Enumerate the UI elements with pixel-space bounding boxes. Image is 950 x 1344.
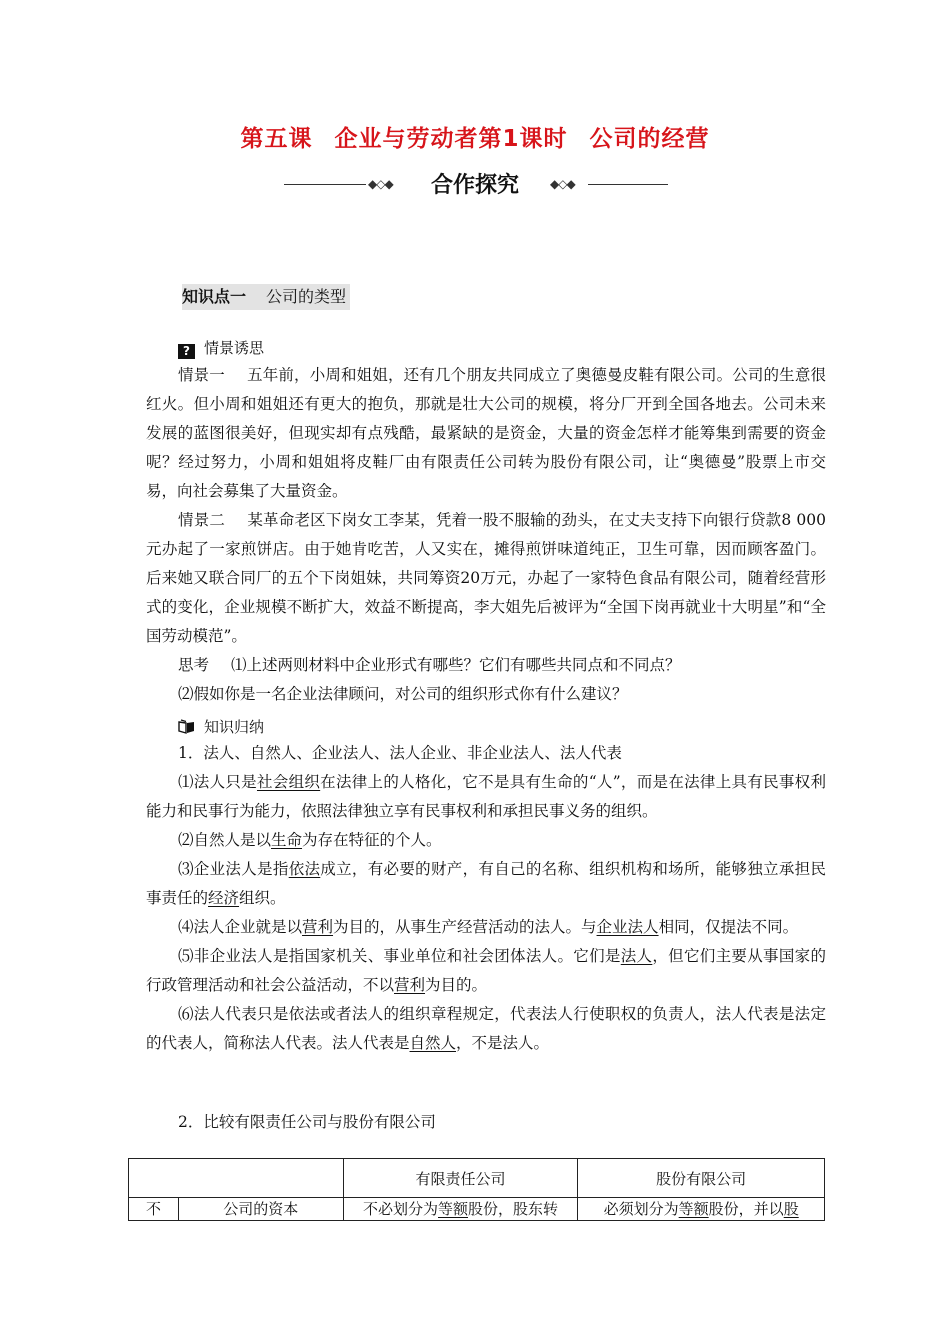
diamond-ornament-icon: ◆◇◆ — [368, 177, 393, 191]
underlined-answer: 营利 — [394, 976, 426, 994]
banner-title: 合作探究 — [430, 173, 519, 198]
underlined-answer: 等额 — [438, 1200, 469, 1218]
summary-heading: 知识归纳 — [178, 717, 264, 737]
underlined-answer: 股 — [783, 1200, 799, 1218]
summary-point-1: ⑴法人只是社会组织在法律上的人格化，它不是具有生命的“人”，而是在法律上具有民事权利能力和民事行为能力，依照法律独立享有民事权利和承担民事义务的组织。 — [146, 773, 826, 820]
comparison-table — [128, 1158, 825, 1221]
banner-right-line — [588, 184, 668, 185]
page-title: 第五课 企业与劳动者第1课时 公司的经营 — [240, 126, 710, 152]
table-cell-llc: 不必划分为等额股份，股东转 — [343, 1198, 578, 1221]
summary-text — [146, 739, 826, 1058]
summary-item-2-title: 2．比较有限责任公司与股份有限公司 — [178, 1113, 436, 1131]
underlined-answer: 社会组织 — [256, 773, 321, 791]
summary-point-2: ⑵自然人是以生命为存在特征的个人。 — [178, 831, 442, 849]
diamond-ornament-icon: ◆◇◆ — [550, 177, 575, 191]
section-banner — [0, 168, 950, 200]
summary-item-1-title: 1．法人、自然人、企业法人、法人企业、非企业法人、法人代表 — [178, 744, 622, 762]
table-row — [129, 1198, 825, 1221]
table-header-row — [129, 1159, 825, 1198]
scenario-2: 情景二 某革命老区下岗女工李某，凭着一股不服输的劲头，在丈夫支持下向银行贷款8 000元办起了一家煎饼店。由于她肯吃苦，人又实在，摊得煎饼味道纯正，卫生可靠，因而顾客盈门。后来她又联合同厂的五个下岗姐妹，共同筹资20万元，办起了一家特色食品有限公司，随着经营形式的变化，企业规模不断扩大，效益不断提高，李大姐先后被评为“全国下岗再就业十大明星”和“全国劳动模范”。 — [146, 511, 826, 645]
table-corner-cell — [129, 1159, 344, 1198]
underlined-answer: 经济 — [208, 889, 240, 907]
scenario-1: 情景一 五年前，小周和姐姐，还有几个朋友共同成立了奥德曼皮鞋有限公司。公司的生意很红火。但小周和姐姐还有更大的抱负，那就是壮大公司的规模，将分厂开到全国各地去。公司未来发展的蓝图很美好，但现实却有点残酷，最紧缺的是资金，大量的资金怎样才能筹集到需要的资金呢？经过努力，小周和姐姐将皮鞋厂由有限责任公司转为股份有限公司，让“奥德曼”股票上市交易，向社会募集了大量资金。 — [146, 366, 826, 500]
think-question-2: ⑵假如你是一名企业法律顾问，对公司的组织形式你有什么建议？ — [178, 685, 628, 703]
think-question-1: 思考 ⑴上述两则材料中企业形式有哪些？它们有哪些共同点和不同点？ — [178, 656, 681, 674]
underlined-answer: 等额 — [678, 1200, 709, 1218]
scenario-heading: ? 情景诱思 — [178, 338, 264, 359]
scenario-text — [146, 361, 826, 709]
underlined-answer: 生命 — [271, 831, 303, 849]
underlined-answer: 法人 — [620, 947, 653, 965]
underlined-answer: 营利 — [302, 918, 334, 936]
banner-left-line — [284, 184, 366, 185]
summary-point-6: ⑹法人代表只是依法或者法人的组织章程规定，代表法人行使职权的负责人，法人代表是法定的代表人，简称法人代表。法人代表是自然人，不是法人。 — [146, 1005, 826, 1052]
table-header-llc: 有限责任公司 — [343, 1159, 578, 1198]
summary-point-4: ⑷法人企业就是以营利为目的，从事生产经营活动的法人。与企业法人相同，仅提法不同。 — [178, 918, 799, 936]
question-mark-icon: ? — [178, 344, 195, 359]
table-group-cell: 不 — [129, 1198, 179, 1221]
open-book-icon — [178, 719, 195, 734]
table-cell-jsc: 必须划分为等额股份，并以股 — [578, 1198, 825, 1221]
table-item-cell: 公司的资本 — [178, 1198, 343, 1221]
summary-point-5: ⑸非企业法人是指国家机关、事业单位和社会团体法人。它们是法人，但它们主要从事国家的行政管理活动和社会公益活动，不以营利为目的。 — [146, 947, 826, 994]
table-header-jsc: 股份有限公司 — [578, 1159, 825, 1198]
underlined-answer: 企业法人 — [596, 918, 659, 936]
knowledge-point-heading: 知识点一 公司的类型 — [182, 284, 350, 310]
summary-point-3: ⑶企业法人是指依法成立，有必要的财产，有自己的名称、组织机构和场所，能够独立承担民事责任的经济组织。 — [146, 860, 826, 907]
underlined-answer: 自然人 — [409, 1034, 457, 1052]
underlined-answer: 依法 — [288, 860, 321, 878]
